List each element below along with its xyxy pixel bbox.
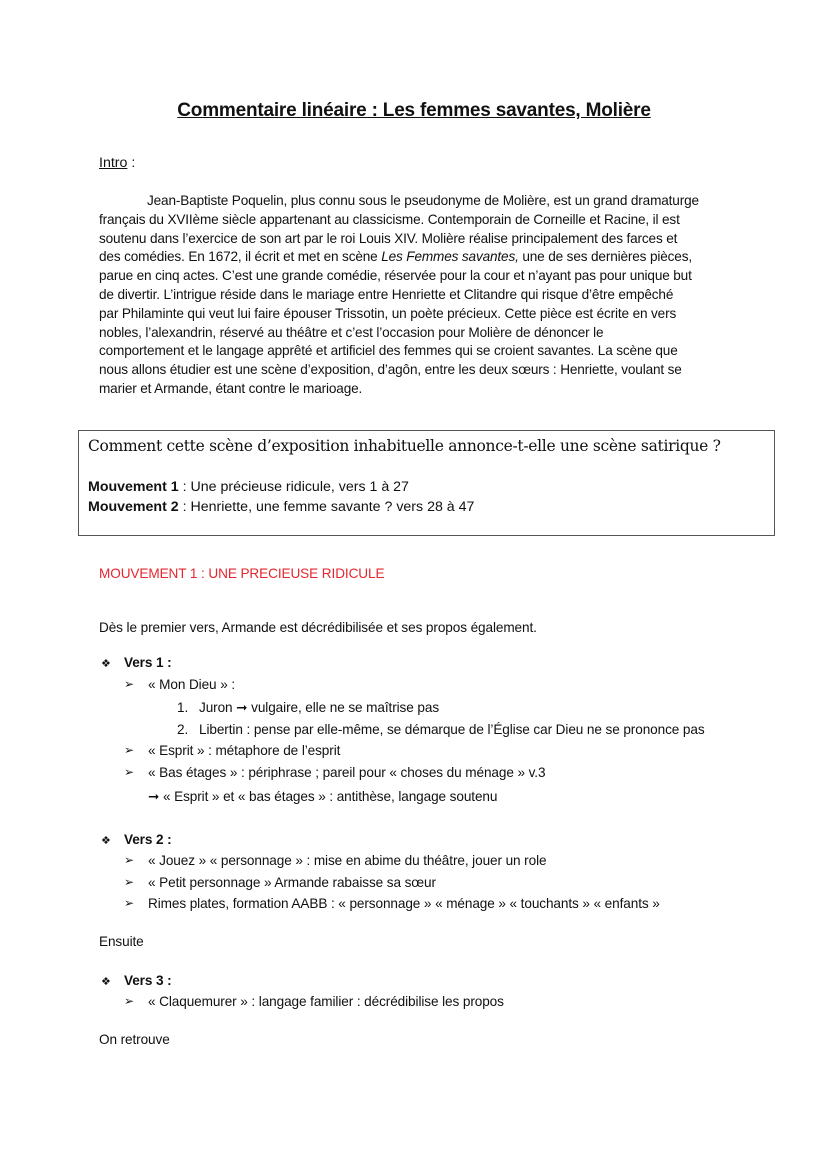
numbered-item-number: 1. (177, 700, 189, 715)
ensuite-text: Ensuite (99, 934, 144, 949)
intro-line: français du XVIIème siècle appartenant au classicisme. Contemporain de Corneille et Racine, il est (99, 211, 680, 227)
intro-label-text: Intro (99, 155, 128, 171)
arrow-bullet-icon: ➢ (124, 743, 135, 757)
vers2-item: Rimes plates, formation AABB : « personnage » « ménage » « touchants » « enfants » (148, 896, 660, 911)
vers1-conclusion: ➞ « Esprit » et « bas étages » : antithèse, langage soutenu (148, 789, 498, 804)
intro-label (99, 155, 135, 171)
diamond-bullet-icon: ❖ (101, 658, 111, 670)
intro-line: nous allons étudier est une scène d’exposition, d’agôn, entre les deux sœurs : Henriette, voulant se (99, 362, 682, 378)
intro-line: nobles, l’alexandrin, réservé au théâtre et c’est l’occasion pour Molière de dénoncer le (99, 324, 604, 340)
numbered-item-text: Juron ➞ vulgaire, elle ne se maîtrise pas (199, 700, 440, 715)
intro-line-text: des comédies. En 1672, il écrit et met en scène (99, 249, 382, 265)
problematic-box (78, 430, 775, 536)
vers2-item: « Petit personnage » Armande rabaisse sa sœur (148, 875, 436, 890)
arrow-bullet-icon: ➢ (124, 853, 135, 867)
lead-sentence: Dès le premier vers, Armande est décrédibilisée et ses propos également. (99, 620, 537, 635)
arrow-bullet-icon: ➢ (124, 875, 135, 889)
numbered-item-text: Libertin : pense par elle-même, se démarque de l’Église car Dieu ne se prononce pas (199, 722, 705, 737)
diamond-bullet-icon: ❖ (101, 835, 111, 847)
play-title-italic: Les Femmes savantes, (381, 249, 519, 265)
movement-text: : Une précieuse ridicule, vers 1 à 27 (178, 479, 409, 495)
movement-2 (88, 499, 474, 515)
vers1-item: « Bas étages » : périphrase ; pareil pour « choses du ménage » v.3 (148, 765, 546, 780)
diamond-bullet-icon: ❖ (101, 976, 111, 988)
intro-line (99, 192, 739, 211)
intro-line: parue en cinq actes. C’est une grande comédie, réservée pour la cour et n’ayant pas pour unique but (99, 268, 692, 284)
intro-line (99, 248, 739, 267)
vers3-label: Vers 3 : (124, 973, 172, 988)
intro-line: de divertir. L’intrigue réside dans le mariage entre Henriette et Clitandre qui risque d’être empêché (99, 286, 674, 302)
numbered-item-number: 2. (177, 722, 189, 737)
intro-line: comportement et le langage apprêté et artificiel des femmes qui se croient savantes. La scène que (99, 343, 678, 359)
vers1-label: Vers 1 : (124, 655, 172, 670)
vers1-item: « Esprit » : métaphore de l’esprit (148, 743, 341, 758)
movement-label: Mouvement 2 (88, 499, 179, 515)
arrow-bullet-icon: ➢ (124, 896, 135, 910)
movement-label: Mouvement 1 (88, 479, 179, 495)
intro-paragraph (99, 192, 739, 399)
intro-colon: : (127, 155, 136, 171)
arrow-bullet-icon: ➢ (124, 994, 135, 1008)
vers1-item: « Mon Dieu » : (148, 677, 236, 692)
vers2-item: « Jouez » « personnage » : mise en abime du théâtre, jouer un role (148, 853, 547, 868)
intro-line-text: une de ses dernières pièces, (518, 249, 692, 265)
intro-line-text: Jean-Baptiste Poquelin, plus connu sous le pseudonyme de Molière, est un grand dramaturge (147, 193, 699, 208)
intro-line: marier et Armande, étant contre le marioage. (99, 380, 363, 396)
vers3-item: « Claquemurer » : langage familier : décrédibilise les propos (148, 994, 504, 1009)
intro-line: par Philaminte qui veut lui faire épouser Trissotin, un poète précieux. Cette pièce est écrite en vers (99, 305, 677, 321)
movement-1 (88, 479, 409, 495)
movement-text: : Henriette, une femme savante ? vers 28 à 47 (178, 499, 475, 515)
section-heading: MOUVEMENT 1 : UNE PRECIEUSE RIDICULE (99, 566, 385, 581)
arrow-bullet-icon: ➢ (124, 765, 135, 779)
arrow-bullet-icon: ➢ (124, 677, 135, 691)
intro-line: soutenu dans l’exercice de son art par le roi Louis XIV. Molière réalise principalement des farces et (99, 230, 678, 246)
problematic-question: Comment cette scène d’exposition inhabituelle annonce-t-elle une scène satirique ? (88, 437, 721, 455)
vers2-label: Vers 2 : (124, 832, 172, 847)
on-retrouve-text: On retrouve (99, 1032, 170, 1047)
document-title: Commentaire linéaire : Les femmes savantes, Molière (177, 100, 651, 121)
